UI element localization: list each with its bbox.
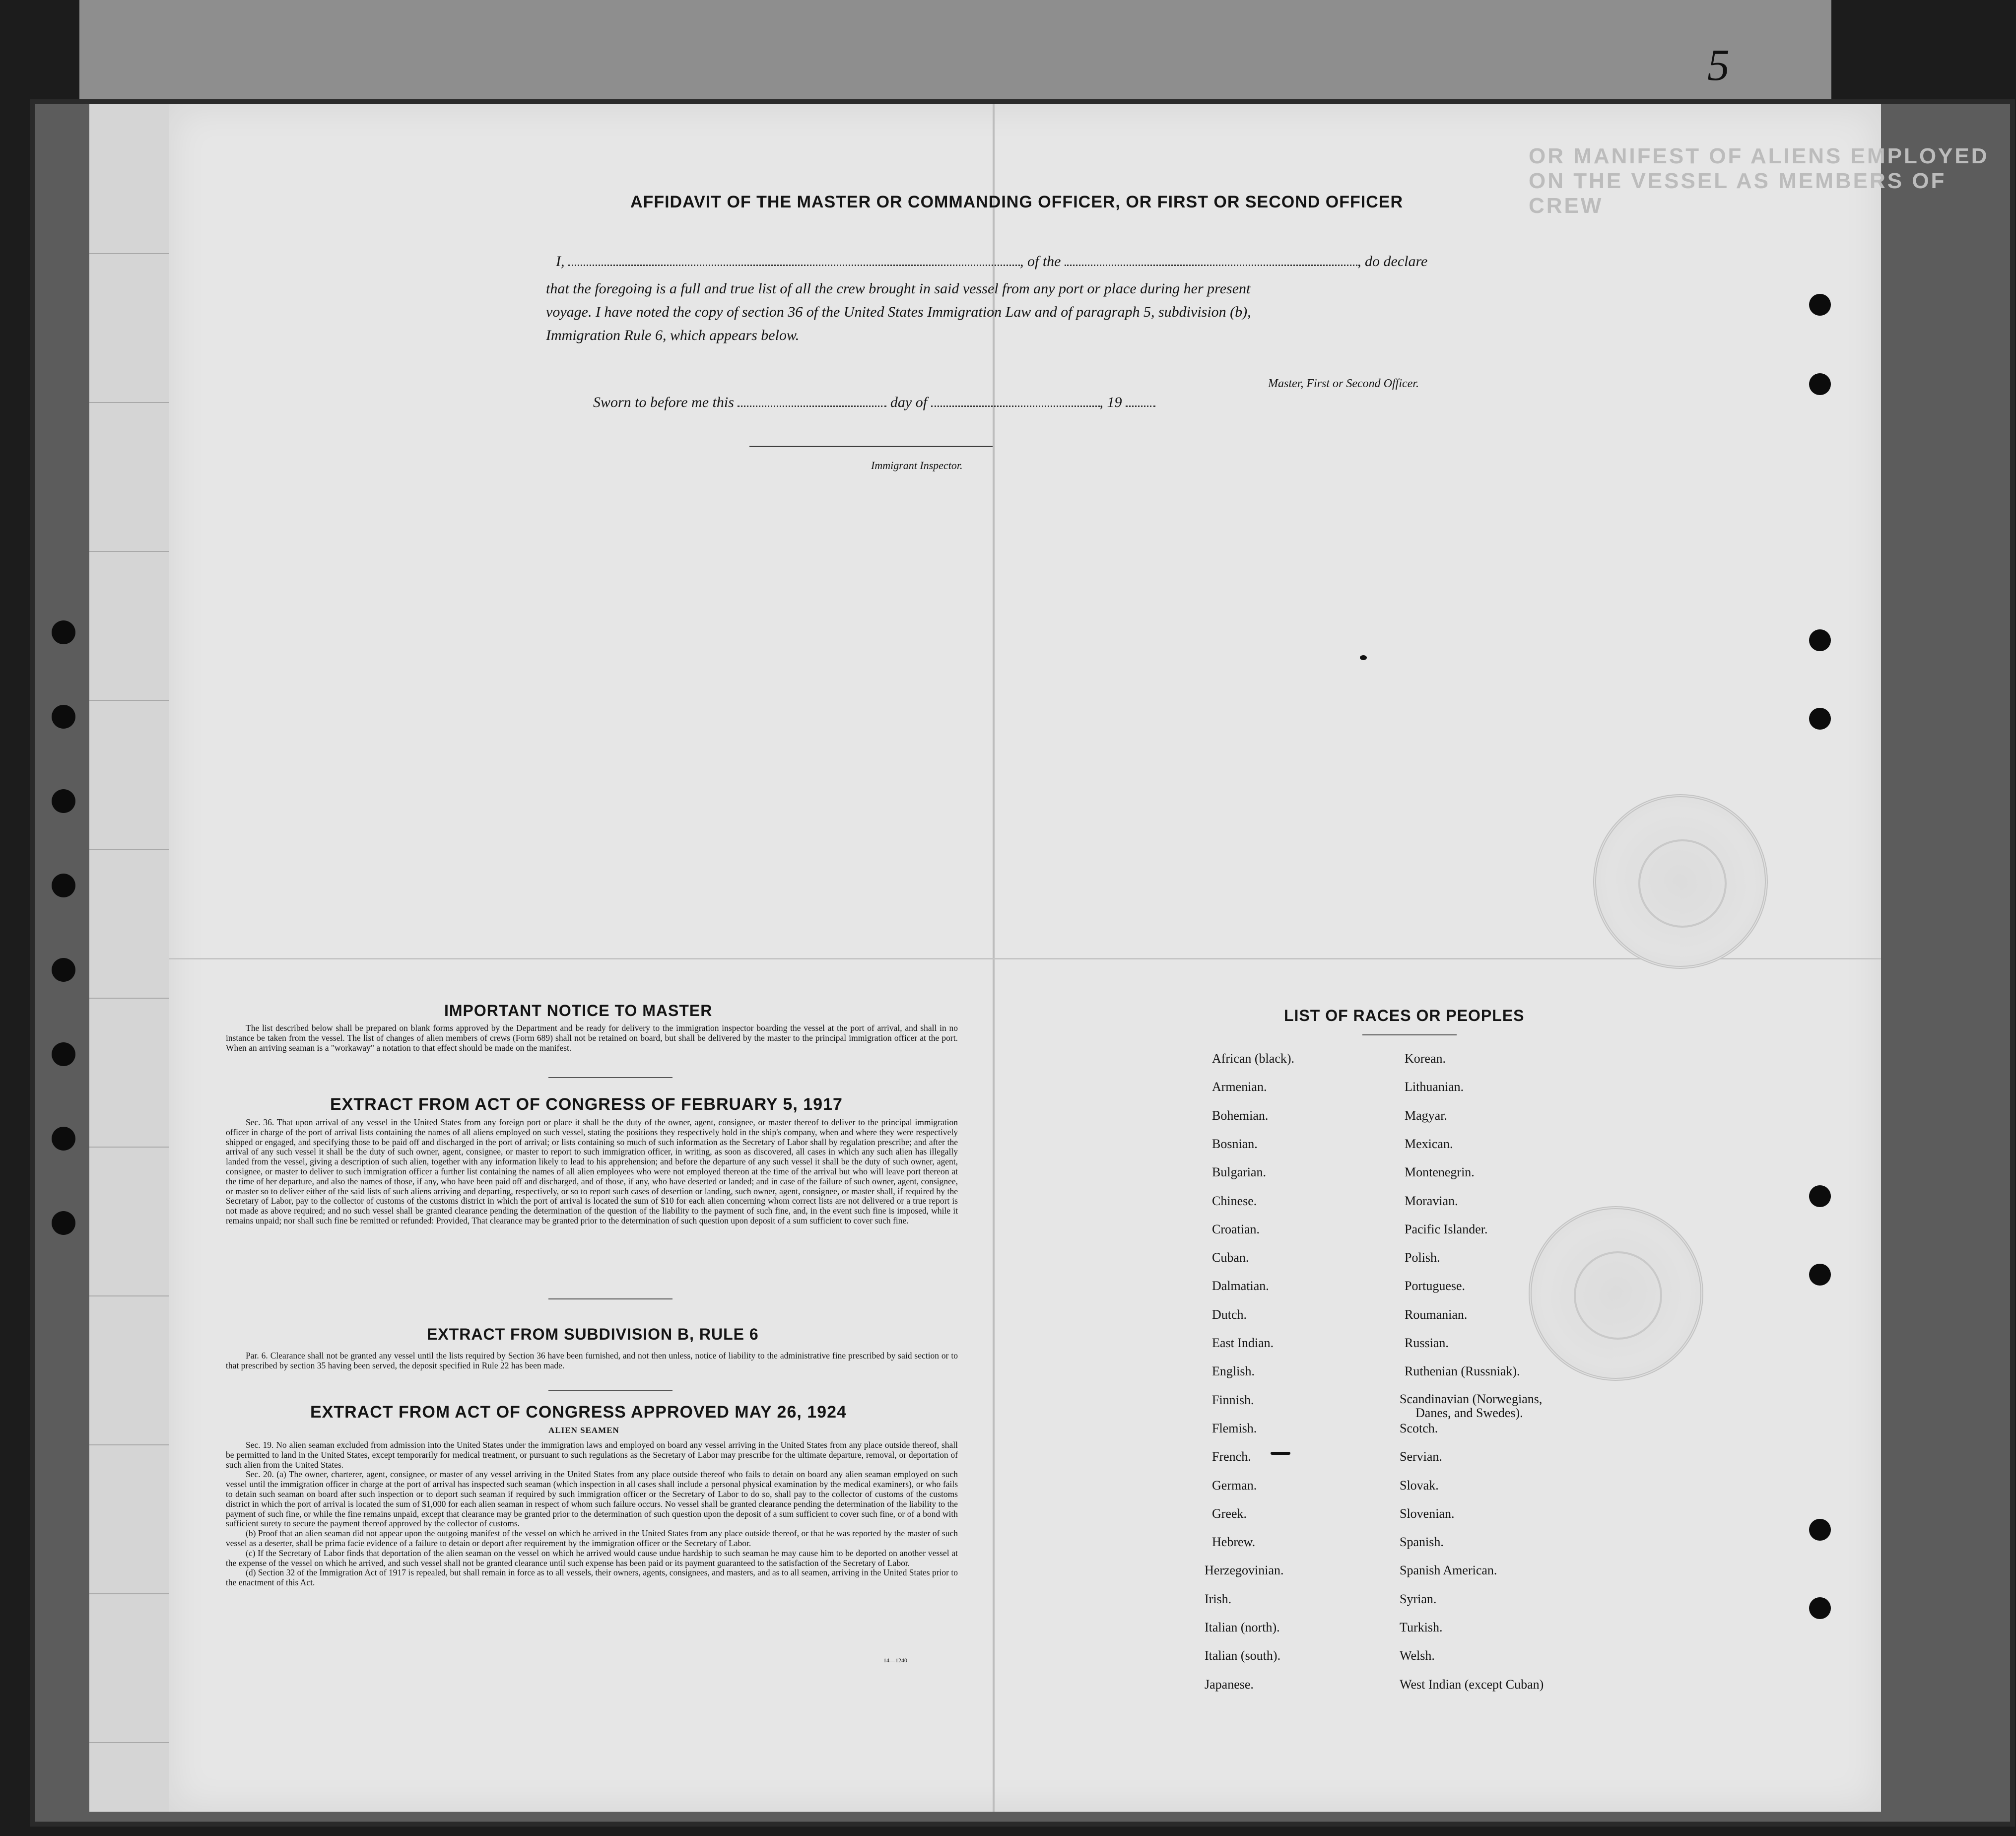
race-item: Ruthenian (Russniak). bbox=[1405, 1364, 1520, 1379]
inspector-label: Immigrant Inspector. bbox=[871, 459, 963, 472]
race-item: Cuban. bbox=[1212, 1250, 1249, 1265]
race-item: Turkish. bbox=[1400, 1620, 1443, 1634]
race-item: Finnish. bbox=[1212, 1392, 1254, 1407]
declare-label: , do declare bbox=[1357, 253, 1428, 270]
punch-hole bbox=[52, 1042, 75, 1066]
extract-rule6-title: EXTRACT FROM SUBDIVISION B, RULE 6 bbox=[427, 1325, 759, 1343]
section-rule bbox=[548, 1390, 672, 1391]
affidavit-line2: that the foregoing is a full and true list of all the crew brought in said vessel from any port or place during her present bbox=[546, 280, 1251, 297]
embossed-seal bbox=[1593, 794, 1768, 969]
race-item: Scotch. bbox=[1400, 1421, 1438, 1435]
race-item: Roumanian. bbox=[1405, 1307, 1468, 1322]
race-item: Herzegovinian. bbox=[1205, 1563, 1284, 1578]
back-sheet bbox=[79, 0, 1831, 103]
sworn-month-blank bbox=[931, 396, 1100, 407]
races-title: LIST OF RACES OR PEOPLES bbox=[1284, 1007, 1525, 1024]
inspector-signature-line bbox=[749, 446, 993, 447]
rule6-paragraph: Par. 6. Clearance shall not be granted any vessel until the lists required by Section 36 have been furnished, and not then unless, notice of liability to the administrative fine prescribed by said section or to that prescribed by section 35 having been served, the deposit specified in Rule 22 has been made. bbox=[226, 1351, 958, 1370]
race-item: Magyar. bbox=[1405, 1108, 1447, 1123]
page-number-mark: 5 bbox=[1707, 41, 1730, 90]
extract-1917-title: EXTRACT FROM ACT OF CONGRESS OF FEBRUARY 5, 1917 bbox=[330, 1095, 843, 1114]
binder-hole bbox=[1809, 294, 1831, 316]
race-item: Lithuanian. bbox=[1405, 1080, 1464, 1094]
race-item: Portuguese. bbox=[1405, 1279, 1466, 1293]
vessel-name-blank bbox=[1065, 255, 1357, 266]
race-item: Mexican. bbox=[1405, 1136, 1453, 1151]
extract-1924-title: EXTRACT FROM ACT OF CONGRESS APPROVED MAY 26, 1924 bbox=[310, 1403, 847, 1422]
race-item: German. bbox=[1212, 1478, 1257, 1493]
affidavit-line3: voyage. I have noted the copy of section 36 of the United States Immigration Law and of paragraph 5, subdivision (b), bbox=[546, 304, 1251, 320]
race-item: Polish. bbox=[1405, 1250, 1440, 1265]
punch-hole bbox=[52, 789, 75, 813]
master-signature-label: Master, First or Second Officer. bbox=[1268, 377, 1419, 390]
race-item: Italian (north). bbox=[1205, 1620, 1280, 1634]
extract-rule6-text bbox=[226, 1351, 958, 1371]
declarant-name-blank bbox=[568, 255, 1020, 266]
sworn-label: Sworn to before me this bbox=[593, 394, 734, 410]
binder-hole bbox=[1809, 708, 1831, 730]
affidavit-line1 bbox=[556, 253, 1427, 270]
race-item: Croatian. bbox=[1212, 1222, 1260, 1236]
binder-hole bbox=[1809, 1519, 1831, 1541]
race-item: Welsh. bbox=[1400, 1648, 1435, 1663]
race-item: English. bbox=[1212, 1364, 1255, 1379]
section-20b-paragraph: (b) Proof that an alien seaman did not appear upon the outgoing manifest of the vessel on which he arrived in the United States from any place outside thereof, or that he was reported by the master of such vessel as a deserter, shall be prima facie evidence of a failure to detain or deport after requirement by the immigration officer or the Secretary of Labor. bbox=[226, 1528, 958, 1548]
extract-1917-text bbox=[226, 1118, 958, 1226]
section-20a-paragraph: Sec. 20. (a) The owner, charterer, agent, consignee, or master of any vessel arriving in the United States from any place outside thereof who fails to detain on board any alien seaman employed on such vessel until the immigration officer in charge at the port of arrival has inspected such seaman (which inspection in all cases shall include a personal physical examination by the medical examiners), or who fails to detain such seaman on board after such inspection or to deport such seaman if required by such immigration officer or the Secretary of Labor to do so, shall pay to the collector of customs of the customs district in which the port of arrival is located the sum of $1,000 for each alien seaman in respect of whom such failure occurs. No vessel shall be granted clearance pending the determination of the liability to the payment of such fine, or while the fine remains unpaid, except that clearance may be granted prior to the determination of such question upon the deposit of a sum sufficient to cover such fine, or of a bond with sufficient surety to secure the payment thereof approved by the collector of customs. bbox=[226, 1469, 958, 1529]
punch-hole bbox=[52, 1211, 75, 1235]
race-item: Dalmatian. bbox=[1212, 1279, 1269, 1293]
form-code: 14—1240 bbox=[883, 1657, 907, 1664]
race-item: Russian. bbox=[1405, 1336, 1449, 1350]
race-item: Irish. bbox=[1205, 1591, 1232, 1606]
affidavit-line4: Immigration Rule 6, which appears below. bbox=[546, 327, 800, 343]
race-item: Spanish. bbox=[1400, 1535, 1444, 1550]
embossed-seal bbox=[1529, 1206, 1703, 1381]
race-item: Montenegrin. bbox=[1405, 1165, 1475, 1180]
sworn-day-blank bbox=[738, 396, 886, 407]
year-prefix: , 19 bbox=[1099, 394, 1122, 410]
race-item: Danes, and Swedes). bbox=[1415, 1405, 1523, 1420]
alien-seamen-subtitle: ALIEN SEAMEN bbox=[548, 1426, 619, 1435]
race-item: Servian. bbox=[1400, 1449, 1442, 1464]
race-item: East Indian. bbox=[1212, 1336, 1274, 1350]
notice-text bbox=[226, 1023, 958, 1053]
punch-hole bbox=[52, 1127, 75, 1151]
race-item: French. bbox=[1212, 1449, 1251, 1464]
race-item: Scandinavian (Norwegians, bbox=[1400, 1391, 1543, 1406]
race-item: Slovenian. bbox=[1400, 1506, 1455, 1521]
show-through-header: OR MANIFEST OF ALIENS EMPLOYED ON THE VESSEL AS MEMBERS OF CREW bbox=[1529, 144, 1989, 218]
punch-hole bbox=[52, 874, 75, 897]
race-item: West Indian (except Cuban) bbox=[1400, 1677, 1544, 1692]
race-item: Hebrew. bbox=[1212, 1535, 1256, 1550]
section-rule bbox=[548, 1298, 672, 1299]
sworn-line bbox=[593, 394, 1155, 411]
binder-hole bbox=[1809, 373, 1831, 395]
race-item: Armenian. bbox=[1212, 1080, 1267, 1094]
race-item: Flemish. bbox=[1212, 1421, 1257, 1435]
race-item: Italian (south). bbox=[1205, 1648, 1281, 1663]
declarant-label: I, bbox=[556, 253, 565, 270]
ink-mark bbox=[1271, 1452, 1290, 1455]
section-19-paragraph: Sec. 19. No alien seaman excluded from admission into the United States under the immigration laws and employed on board any vessel arriving in the United States from any place outside thereof, shall be permitted to land in the United States, except temporarily for medical treatment, or pursuant to such regulations as the Secretary of Labor may prescribe for the ultimate departure, removal, or deportation of such alien from the United States. bbox=[226, 1440, 958, 1470]
sworn-year-blank bbox=[1126, 396, 1155, 407]
race-item: Dutch. bbox=[1212, 1307, 1247, 1322]
punch-hole bbox=[52, 958, 75, 982]
section-rule bbox=[548, 1077, 672, 1078]
extract-1924-text bbox=[226, 1440, 958, 1588]
race-item: Spanish American. bbox=[1400, 1563, 1497, 1578]
notice-title: IMPORTANT NOTICE TO MASTER bbox=[444, 1002, 713, 1020]
section-36-paragraph: Sec. 36. That upon arrival of any vessel in the United States from any foreign port or place it shall be the duty of the owner, agent, consignee, or master thereof to deliver to the principal immigration officer in charge of the port of arrival lists containing the names of all aliens employed on such vessel, stating the positions they respectively hold in the ship's company, when and where they were respectively shipped or engaged, and specifying those to be paid off and discharged in the port of arrival; or lists containing so much of such information as the Secretary of Labor shall by regulation prescribe; and after the arrival of any such vessel it shall be the duty of such owner, agent, consignee, or master to report to such immigration officer, in writing, as soon as discovered, all cases in which any such alien has illegally landed from the vessel, giving a description of such alien, together with any information likely to lead to his apprehension; and before the departure of any such vessel it shall be the duty of such owner, agent, consignee, or master to deliver to such immigration officer a further list containing the names of all alien employees who were not employed thereon at the time of the arrival but who will leave port thereon at the time of her departure, and also the names of those, if any, who have been paid off and discharged, and of those, if any, who have deserted or landed; and in case of the failure of such owner, agent, consignee, or master so to deliver either of the said lists of such aliens arriving and departing, respectively, or so to report such cases of desertion or landing, such owner, agent, consignee, or master shall, if required by the Secretary of Labor, pay to the collector of customs of the customs district in which the port of arrival is located the sum of $10 for each alien concerning whom correct lists are not delivered or a true report is not made as above required; and no such vessel shall be granted clearance pending the determination of the question of the liability to the payment of such fine, and, in the event such fine is imposed, while it remains unpaid; nor shall such fine be remitted or refunded: Provided, That clearance may be granted prior to the determination of such question upon deposit of a sum sufficient to cover such fine. bbox=[226, 1117, 958, 1225]
affidavit-title: AFFIDAVIT OF THE MASTER OR COMMANDING OFFICER, OR FIRST OR SECOND OFFICER bbox=[630, 193, 1403, 211]
day-of-label: day of bbox=[890, 394, 928, 410]
race-item: Syrian. bbox=[1400, 1591, 1437, 1606]
race-item: Bohemian. bbox=[1212, 1108, 1269, 1123]
binder-hole bbox=[1809, 1185, 1831, 1207]
race-item: African (black). bbox=[1212, 1051, 1295, 1066]
of-the-label: , of the bbox=[1020, 253, 1061, 270]
horizontal-fold bbox=[169, 958, 1881, 959]
notice-paragraph: The list described below shall be prepared on blank forms approved by the Department and be ready for delivery to the immigration inspector boarding the vessel at the port of arrival, and shall in no instance be taken from the vessel. The list of changes of alien members of crews (Form 689) shall not be retained on board, but shall be delivered by the master to the principal immigration officer at the port. When an arriving seaman is a "workaway" a notation to that effect should be made on the manifest. bbox=[226, 1023, 958, 1053]
race-item: Bulgarian. bbox=[1212, 1165, 1267, 1180]
section-20d-paragraph: (d) Section 32 of the Immigration Act of 1917 is repealed, but shall remain in force as to all vessels, their owners, agents, consignees, and masters, and as to all seamen, arriving in the United States prior to the enactment of this Act. bbox=[226, 1567, 958, 1588]
race-item: Japanese. bbox=[1205, 1677, 1254, 1692]
race-item: Chinese. bbox=[1212, 1193, 1257, 1208]
section-20c-paragraph: (c) If the Secretary of Labor finds that deportation of the alien seaman on the vessel on which he arrived would cause undue hardship to such seaman he may cause him to be deported on another vessel at the expense of the vessel on which he arrived, and such vessel shall not be granted clearance until such expense has been paid or its payment guaranteed to the satisfaction of the Secretary of Labor. bbox=[226, 1548, 958, 1568]
race-item: Slovak. bbox=[1400, 1478, 1439, 1493]
race-item: Bosnian. bbox=[1212, 1136, 1258, 1151]
punch-hole bbox=[52, 620, 75, 644]
race-item: Pacific Islander. bbox=[1405, 1222, 1488, 1236]
binder-hole bbox=[1809, 629, 1831, 651]
ink-speck bbox=[1360, 655, 1367, 660]
binder-hole bbox=[1809, 1264, 1831, 1286]
race-item: Moravian. bbox=[1405, 1193, 1458, 1208]
race-item: Greek. bbox=[1212, 1506, 1247, 1521]
section-rule bbox=[1362, 1034, 1457, 1035]
binder-hole bbox=[1809, 1597, 1831, 1619]
punch-hole bbox=[52, 705, 75, 729]
race-item: Korean. bbox=[1405, 1051, 1446, 1066]
